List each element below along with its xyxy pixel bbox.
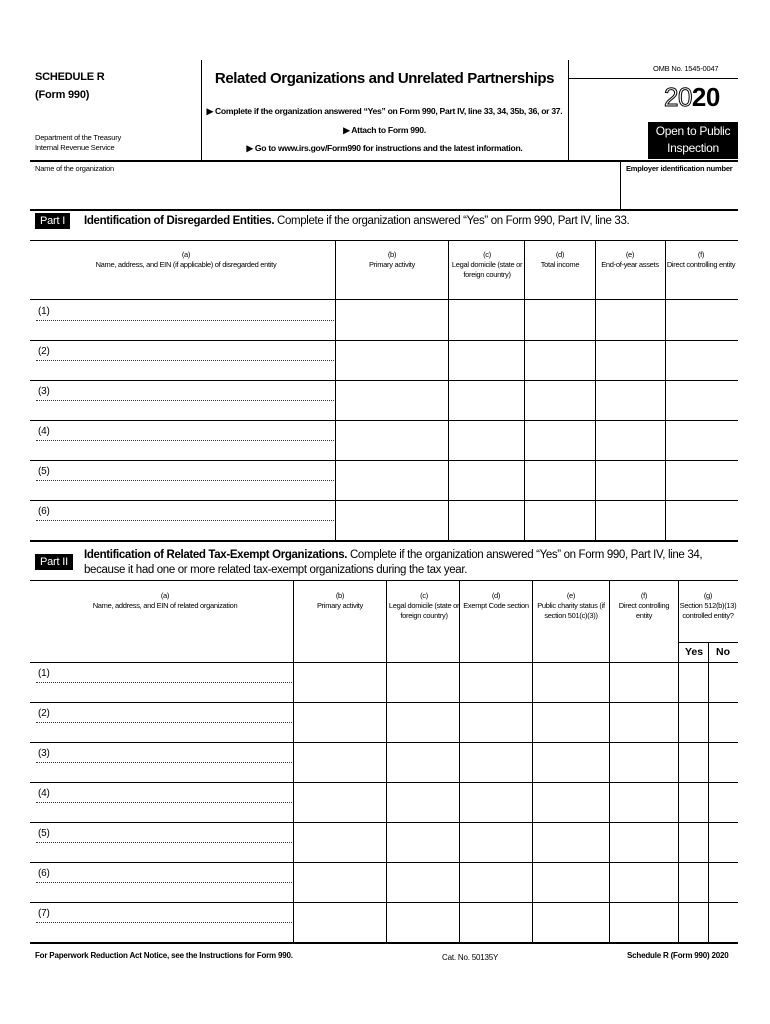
p1-col-line (335, 240, 336, 540)
arrow-right-icon: ▶ (246, 143, 255, 153)
ein-divider (620, 161, 621, 209)
related-org-name-input[interactable] (56, 703, 292, 741)
row-number: (3) (38, 748, 50, 759)
p1-col-line (448, 240, 449, 540)
yes-column-label: Yes (684, 646, 704, 658)
row-number: (3) (38, 386, 50, 397)
entity-name-input[interactable] (56, 381, 334, 419)
p2-col-line (708, 642, 709, 942)
entity-name-input[interactable] (56, 421, 334, 459)
p2-col-d-header: (d) Exempt Code section (463, 591, 529, 610)
part-2-title: Identification of Related Tax-Exempt Organizations. Complete if the organization answered “Yes” on Form 990, Part IV, line 34, because it had one or more related tax-exempt organizations during the tax year. (84, 549, 703, 576)
row-number: (4) (38, 788, 50, 799)
p2-col-c-header: (c) Legal domicile (state or foreign country) (388, 591, 460, 620)
p1-col-c-header: (c) Legal domicile (state or foreign country) (451, 250, 523, 279)
entity-name-input[interactable] (56, 301, 334, 339)
part-1-label: Part I (35, 213, 70, 229)
part-2-bottom-rule (30, 942, 738, 944)
row-number: (1) (38, 306, 50, 317)
instruction-line-1: ▶ Complete if the organization answered “Yes” on Form 990, Part IV, line 33, 34, 35b, 36, or 37. (206, 106, 563, 116)
main-title: Related Organizations and Unrelated Partnerships (214, 70, 555, 87)
organization-name-field[interactable] (35, 176, 615, 206)
catalog-number: Cat. No. 50135Y (442, 953, 499, 962)
entity-name-input[interactable] (56, 501, 334, 539)
p2-col-line (459, 580, 460, 942)
row-number: (5) (38, 466, 50, 477)
p2-col-g-header: (g) Section 512(b)(13) controlled entity? (679, 591, 737, 620)
row-number: (7) (38, 908, 50, 919)
omb-number: OMB No. 1545-0047 (653, 64, 719, 73)
related-org-name-input[interactable] (56, 783, 292, 821)
p2-col-line (532, 580, 533, 942)
row-number: (2) (38, 346, 50, 357)
part-1-title-rule (30, 240, 738, 241)
related-org-name-input[interactable] (56, 663, 292, 701)
part-2-label: Part II (35, 554, 73, 570)
part-1-title: Identification of Disregarded Entities. Complete if the organization answered “Yes” on Form 990, Part IV, line 33. (84, 215, 630, 227)
p2-col-line (293, 580, 294, 942)
related-org-name-input[interactable] (56, 743, 292, 781)
p1-col-e-header: (e) End-of-year assets (601, 250, 659, 269)
arrow-right-icon: ▶ (343, 125, 352, 135)
instruction-line-3: ▶ Go to www.irs.gov/Form990 for instructions and the latest information. (246, 143, 523, 153)
p1-col-line (595, 240, 596, 540)
p1-col-d-header: (d) Total income (540, 250, 580, 269)
row-number: (5) (38, 828, 50, 839)
form-identifier: Schedule R (Form 990) 2020 (627, 951, 729, 960)
row-number: (1) (38, 668, 50, 679)
related-org-name-input[interactable] (56, 863, 292, 901)
row-number: (4) (38, 426, 50, 437)
p1-col-b-header: (b) Primary activity (368, 250, 416, 269)
row-number: (6) (38, 868, 50, 879)
row-number: (2) (38, 708, 50, 719)
part-1-top-rule (30, 209, 738, 211)
p2-col-a-header: (a) Name, address, and EIN of related organization (92, 591, 238, 610)
p2-col-b-header: (b) Primary activity (316, 591, 364, 610)
schedule-title: SCHEDULE R (35, 71, 105, 83)
p1-col-line (665, 240, 666, 540)
p1-header-rule (30, 299, 738, 300)
p2-col-line (386, 580, 387, 942)
tax-year: 2020 (664, 82, 720, 112)
organization-name-label: Name of the organization (35, 164, 115, 173)
open-to-public-badge: Open to Public Inspection (648, 122, 738, 159)
irs-label: Internal Revenue Service (35, 143, 115, 152)
entity-name-input[interactable] (56, 341, 334, 379)
p1-col-f-header: (f) Direct controlling entity (666, 250, 736, 269)
ein-label: Employer identification number (626, 164, 733, 173)
p2-col-line (678, 580, 679, 942)
p2-col-e-header: (e) Public charity status (if section 501(c)(3)) (537, 591, 605, 620)
p1-col-line (524, 240, 525, 540)
related-org-name-input[interactable] (56, 823, 292, 861)
instruction-line-2: ▶ Attach to Form 990. (343, 125, 426, 135)
header-bottom-rule (30, 160, 738, 162)
no-column-label: No (716, 646, 730, 658)
ein-field[interactable] (622, 176, 736, 206)
p2-col-line (609, 580, 610, 942)
header-divider-right (568, 60, 569, 160)
paperwork-notice: For Paperwork Reduction Act Notice, see the Instructions for Form 990. (35, 951, 293, 960)
department-label: Department of the Treasury (35, 133, 122, 142)
omb-divider (568, 78, 738, 79)
entity-name-input[interactable] (56, 461, 334, 499)
p1-col-a-header: (a) Name, address, and EIN (if applicable) of disregarded entity (95, 250, 277, 269)
row-number: (6) (38, 506, 50, 517)
part-1-bottom-rule (30, 540, 738, 542)
form-reference: (Form 990) (35, 89, 90, 101)
arrow-right-icon: ▶ (206, 106, 216, 116)
related-org-name-input[interactable] (56, 903, 292, 941)
part-2-title-rule (30, 580, 738, 581)
p2-col-f-header: (f) Direct controlling entity (618, 591, 670, 620)
